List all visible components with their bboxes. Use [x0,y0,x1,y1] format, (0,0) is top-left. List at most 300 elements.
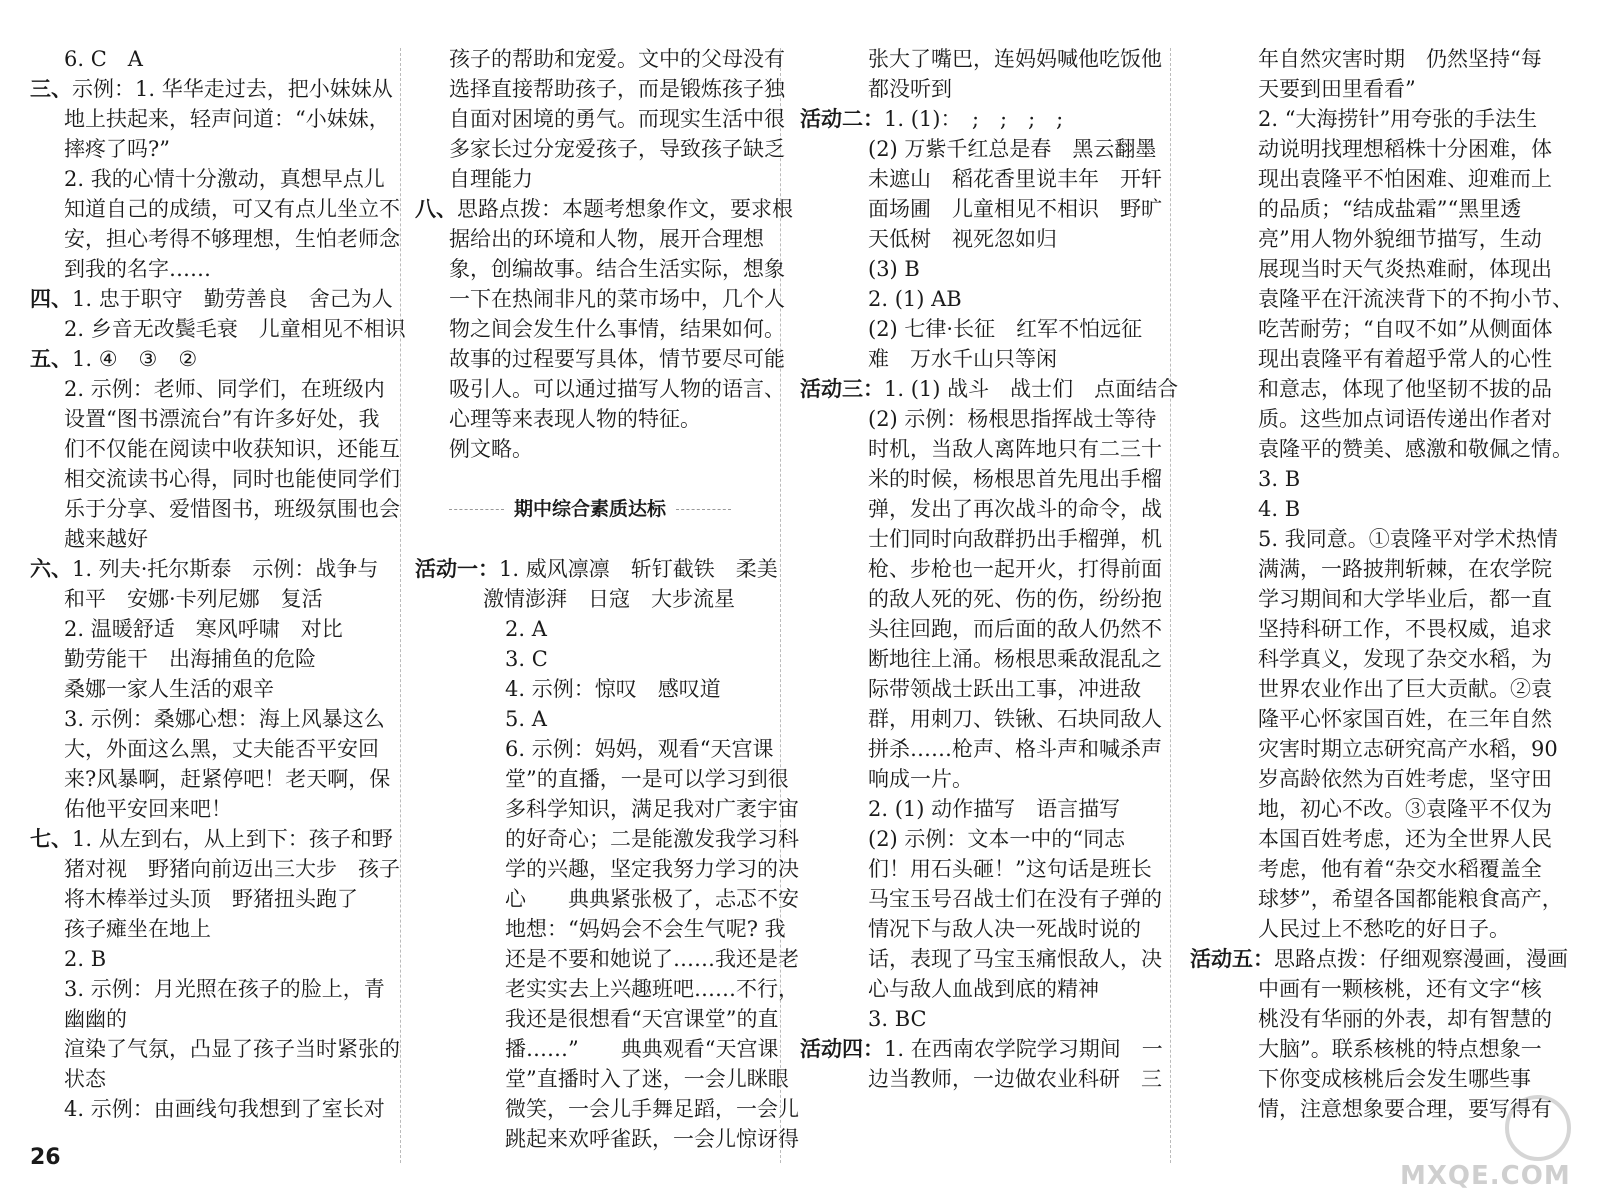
answer-line [415,974,799,1004]
answer-line [415,1034,779,1064]
answer-line [415,464,765,494]
answer-line [30,254,375,284]
answer-line [30,164,385,194]
answer-line [415,44,785,74]
question-label: 活动三： [800,377,884,401]
question-label: 五、 [30,347,72,371]
answer-text: 摔疼了吗?” [64,137,170,161]
answer-text: 人民过上不愁吃的好日子。 [1258,917,1510,941]
answer-column-3 [800,44,1179,1094]
answer-text: 5. A [505,707,547,731]
answer-line [1190,374,1570,404]
answer-line [30,434,400,464]
answer-text: 越来越好 [64,527,148,551]
answer-text: 吸引人。可以通过描写人物的语言、 [449,377,785,401]
question-label: 四、 [30,287,72,311]
answer-line [30,494,400,524]
answer-line [800,1034,1163,1064]
answer-text: 枪、步枪也一起开火，打得前面 [868,557,1162,581]
answer-line [415,1004,779,1034]
answer-text: 大脑”。联系核桃的特点想象一 [1258,1037,1542,1061]
answer-line [1190,494,1570,524]
answer-text: 们！用石头砸！”这句话是班长 [868,857,1152,881]
answer-text: 孩子瘫坐在地上 [64,917,211,941]
answer-text: 地上扶起来，轻声问道：“小妹妹， [64,107,390,131]
answer-line [800,524,1160,554]
answer-column-4 [1190,44,1573,1124]
answer-line [415,224,765,254]
answer-text: 知道自己的成绩，可又有点儿坐立不 [64,197,400,221]
answer-line [415,1064,789,1094]
answer-line [800,194,1160,224]
answer-line [1190,884,1570,914]
answer-text: (2) 七律·长征 红军不怕远征 [868,317,1143,341]
answer-line [800,644,1160,674]
answer-text: 6. C A [64,47,143,71]
answer-text: 都没听到 [868,77,952,101]
answer-text: 地，初心不改。③袁隆平不仅为 [1258,797,1552,821]
answer-line [415,644,765,674]
answer-line [1190,1064,1570,1094]
answer-text: 3. C [505,647,548,671]
answer-text: 断地往上涌。杨根思乘敌混乱之 [868,647,1162,671]
answer-line [800,284,1160,314]
answer-text: 多科学知识，满足我对广袤宇宙 [505,797,799,821]
question-label: 七、 [30,827,72,851]
answer-text: 现出袁隆平有着超乎常人的心性 [1258,347,1552,371]
answer-text: 心与敌人血战到底的精神 [868,977,1099,1001]
answer-line [30,824,393,854]
answer-line [1190,974,1570,1004]
answer-text: 拼杀……枪声、格斗声和喊杀声 [868,737,1162,761]
answer-text: 我还是很想看“天宫课堂”的直 [505,1007,779,1031]
answer-line [800,314,1160,344]
watermark [1400,1095,1590,1195]
answer-text: 播……” 典典观看“天宫课 [505,1037,779,1061]
answer-text: 群，用刺刀、铁锹、石块同敌人 [868,707,1162,731]
answer-line [30,404,380,434]
answer-text: 桃没有华丽的外表，却有智慧的 [1258,1007,1552,1031]
answer-line [415,74,785,104]
answer-line [1190,794,1570,824]
answer-text: 6. 示例：妈妈，观看“天宫课 [505,737,774,761]
answer-line [800,494,1160,524]
answer-text: 2. (1) AB [868,287,962,311]
answer-text: 跳起来欢呼雀跃，一会儿惊讶得 [505,1127,799,1151]
answer-line [30,194,400,224]
answer-text: 2. “大海捞针”用夸张的手法生 [1258,107,1538,131]
answer-text: 世界农业作出了巨大贡献。②袁 [1258,677,1552,701]
answer-line [1190,1004,1570,1034]
answer-text: 中画有一颗核桃，还有文字“核 [1258,977,1542,1001]
answer-line [800,794,1160,824]
question-label: 六、 [30,557,72,581]
answer-line [30,944,375,974]
answer-text: 天低树 视死忽如归 [868,227,1057,251]
answer-line [800,134,1160,164]
answer-line [1190,674,1570,704]
answer-text: 据给出的环境和人物，展开合理想 [449,227,764,251]
answer-line [800,584,1160,614]
answer-line [415,824,799,854]
answer-line [800,434,1160,464]
answer-text: 1. 列夫·托尔斯泰 示例：战争与 [72,557,379,581]
answer-line [1190,734,1570,764]
answer-text: 1. (1)： ; ; ; ; [884,107,1064,131]
answer-line [800,974,1160,1004]
answer-text: 思路点拨：本题考想象作文，要求根 [457,197,793,221]
answer-line [800,44,1160,74]
answer-text: 自理能力 [449,167,533,191]
answer-line [30,614,375,644]
answer-text: 4. 示例：惊叹 感叹道 [505,677,721,701]
answer-line [1190,614,1570,644]
answer-text: 面场圃 儿童相见不相识 野旷 [868,197,1162,221]
answer-text: 自面对困境的勇气。而现实生活中很 [449,107,785,131]
answer-line [30,644,375,674]
answer-text: 1. 忠于职守 勤劳善良 舍己为人 [72,287,393,311]
answer-text: 微笑，一会儿手舞足蹈，一会儿 [505,1097,799,1121]
answer-text: 坚持科研工作，不畏权威，追求 [1258,617,1552,641]
answer-line [30,734,379,764]
answer-text: 物之间会发生什么事情，结果如何。 [449,317,785,341]
answer-line [800,674,1160,704]
answer-line [1190,524,1570,554]
answer-text: 勤劳能干 出海捕鱼的危险 [64,647,316,671]
answer-line [1190,254,1570,284]
answer-text: 老实实去上兴趣班吧……不行， [505,977,799,1001]
answer-line [30,854,400,884]
answer-line [415,404,765,434]
answer-text: 安，担心考得不够理想，生怕老师念 [64,227,400,251]
answer-line [415,1094,799,1124]
answer-line [30,764,391,794]
answer-line [30,1004,375,1034]
answer-text: 多家长过分宠爱孩子，导致孩子缺乏 [449,137,785,161]
answer-line [1190,854,1570,884]
answer-line [1190,104,1570,134]
answer-text: 袁隆平在汗流浃背下的不拘小节、 [1258,287,1573,311]
answer-text: 本国百姓考虑，还为全世界人民 [1258,827,1552,851]
answer-text: 设置“图书漂流台”有许多好处，我 [64,407,380,431]
answer-text: 和意志，体现了他坚韧不拔的品 [1258,377,1552,401]
answer-text: 隆平心怀家国百姓，在三年自然 [1258,707,1552,731]
answer-text: 3. BC [868,1007,927,1031]
answer-text: 2. 乡音无改鬓毛衰 儿童相见不相识 [64,317,406,341]
answer-text: 难 万水千山只等闲 [868,347,1057,371]
answer-line [1190,164,1570,194]
answer-text: 到我的名字…… [64,257,211,281]
answer-text: 士们同时向敌群扔出手榴弹，机 [868,527,1162,551]
answer-line [415,884,799,914]
answer-text: 幽幽的 [64,1007,127,1031]
answer-line [800,104,1160,134]
answer-line [1190,434,1573,464]
answer-line [415,914,786,944]
answer-line [1190,554,1570,584]
column-divider [400,48,401,1163]
answer-line [800,734,1160,764]
answer-line [800,224,1160,254]
answer-line [415,254,785,284]
question-label: 三、 [30,77,72,101]
answer-text: 学的兴趣，坚定我努力学习的决 [505,857,799,881]
answer-line [800,164,1160,194]
answer-line [415,1124,799,1154]
question-label: 八、 [415,197,457,221]
answer-line [800,914,1160,944]
answer-text: 示例：1. 华华走过去，把小妹妹从 [72,77,393,101]
answer-line [30,74,393,104]
answer-line [30,554,379,584]
answer-text: 5. 我同意。①袁隆平对学术热情 [1258,527,1558,551]
answer-line [30,44,375,74]
answer-line [415,764,789,794]
answer-text: 时机，当敌人离阵地只有二三十 [868,437,1162,461]
watermark-logo-icon [1505,1095,1571,1161]
answer-line [415,554,778,584]
answer-line [1190,944,1570,974]
answer-text: 2. 示例：老师、同学们，在班级内 [64,377,385,401]
answer-text: 弹，发出了再次战斗的命令，战 [868,497,1162,521]
answer-text: 3. B [1258,467,1301,491]
answer-line [415,194,793,224]
answer-line [800,614,1160,644]
answer-line [415,344,785,374]
answer-text: 际带领战士跃出工事，冲进敌 [868,677,1141,701]
answer-line [415,314,785,344]
answer-text: 2. B [64,947,107,971]
answer-text: 话，表现了马宝玉痛恨敌人，决 [868,947,1162,971]
answer-text: 2. 我的心情十分激动，真想早点儿 [64,167,385,191]
answer-text: 孩子的帮助和宠爱。文中的父母没有 [449,47,785,71]
answer-text: 1. ④ ③ ② [72,347,198,371]
answer-text: 质。这些加点词语传递出作者对 [1258,407,1552,431]
answer-line [30,1034,400,1064]
answer-line [800,884,1160,914]
answer-text: 1. 威风凛凛 斩钉截铁 柔美 [499,557,778,581]
answer-line [30,584,375,614]
answer-text: (2) 万紫千红总是春 黑云翻墨 [868,137,1157,161]
answer-line [1190,194,1570,224]
answer-text: 下你变成核桃后会发生哪些事 [1258,1067,1531,1091]
answer-line [1190,404,1570,434]
answer-line [30,104,390,134]
answer-text: 猪对视 野猪向前迈出三大步 孩子 [64,857,400,881]
answer-line [30,374,385,404]
answer-line [415,734,774,764]
answer-line [415,944,799,974]
answer-text: 袁隆平的赞美、感激和敬佩之情。 [1258,437,1573,461]
answer-text: 张大了嘴巴，连妈妈喊他吃饭他 [868,47,1162,71]
answer-line [1190,824,1570,854]
answer-text: 米的时候，杨根思首先甩出手榴 [868,467,1162,491]
answer-text: 的好奇心；二是能激发我学习科 [505,827,799,851]
answer-text: 状态 [64,1067,106,1091]
answer-line [1190,914,1570,944]
answer-line [30,344,375,374]
answer-line [30,224,400,254]
answer-line [800,374,1179,404]
answer-line [1190,284,1573,314]
answer-text: 岁高龄依然为百姓考虑，坚守田 [1258,767,1552,791]
question-label: 活动五： [1190,947,1274,971]
answer-text: 灾害时期立志研究高产水稻，90 [1258,737,1558,761]
answer-text: 桑娜一家人生活的艰辛 [64,677,274,701]
answer-text: 激情澎湃 日寇 大步流星 [483,587,735,611]
answer-line [1190,314,1570,344]
answer-line [1190,134,1570,164]
answer-text: 考虑，他有着“杂交水稻覆盖全 [1258,857,1542,881]
answer-text: 心 典典紧张极了，忐忑不安 [505,887,799,911]
answer-text: 2. (1) 动作描写 语言描写 [868,797,1121,821]
answer-text: 堂”的直播，一是可以学习到很 [505,767,789,791]
answer-text: 堂”直播时入了迷，一会儿眯眼 [505,1067,789,1091]
answer-line [30,794,375,824]
answer-line [1190,584,1570,614]
answer-text: (2) 示例：文本一中的“同志 [868,827,1126,851]
answer-line [1190,764,1570,794]
answer-line [30,464,400,494]
answer-line [415,164,765,194]
answer-text: 故事的过程要写具体，情节要尽可能 [449,347,785,371]
answer-text: 一下在热闹非凡的菜市场中，几个人 [449,287,785,311]
answer-column-2 [415,44,799,1154]
answer-column-1 [30,44,406,1124]
answer-text: 心理等来表现人物的特征。 [449,407,701,431]
answer-line [1190,1034,1570,1064]
answer-text: 马宝玉号召战士们在没有子弹的 [868,887,1162,911]
answer-line [30,704,385,734]
answer-text: 选择直接帮助孩子，而是锻炼孩子独 [449,77,785,101]
answer-line [30,314,406,344]
answer-text: 情况下与敌人决一死战时说的 [868,917,1141,941]
answer-line [800,824,1160,854]
answer-text: 吃苦耐劳；“自叹不如”从侧面体 [1258,317,1553,341]
answer-line [415,104,785,134]
answer-text: 地想：“妈妈会不会生气呢? 我 [505,917,786,941]
answer-text: 3. 示例：桑娜心想：海上风暴这么 [64,707,385,731]
answer-text: 边当教师，一边做农业科研 三 [868,1067,1162,1091]
answer-text: 动说明找理想稻株十分困难，体 [1258,137,1552,161]
answer-line [1190,44,1570,74]
answer-line [800,854,1160,884]
answer-line [1190,704,1570,734]
answer-text: 1. 在西南农学院学习期间 一 [884,1037,1163,1061]
answer-text: (3) B [868,257,920,281]
answer-line [415,854,799,884]
answer-text: 1. 从左到右，从上到下：孩子和野 [72,827,393,851]
answer-text: 学习期间和大学毕业后，都一直 [1258,587,1552,611]
answer-line [415,524,765,554]
answer-line [800,944,1160,974]
answer-text: 渲染了气氛，凸显了孩子当时紧张的 [64,1037,400,1061]
answer-line [800,344,1160,374]
answer-text: 响成一片。 [868,767,973,791]
question-label: 活动二： [800,107,884,131]
section-heading: 期中综合素质达标 [415,494,765,524]
question-label: 活动一： [415,557,499,581]
answer-line [30,1064,375,1094]
answer-text: 和平 安娜·卡列尼娜 复活 [64,587,323,611]
answer-line [415,614,765,644]
column-divider [1170,48,1171,1163]
answer-line [30,524,375,554]
answer-line [415,374,785,404]
answer-text: 现出袁隆平不怕困难、迎难而上 [1258,167,1552,191]
answer-line [30,974,385,1004]
watermark-text: MXQE.COM [1400,1161,1571,1191]
answer-line [415,674,765,704]
answer-line [1190,74,1570,104]
answer-text: 情，注意想象要合理，要写得有 [1258,1097,1552,1121]
answer-line [30,674,375,704]
answer-text: 的品质；“结成盐霜”“黑里透 [1258,197,1522,221]
answer-text: 满满，一路披荆斩棘，在农学院 [1258,557,1552,581]
answer-line [800,704,1160,734]
answer-line [1190,224,1570,254]
answer-line [800,404,1160,434]
answer-text: 4. 示例：由画线句我想到了室长对 [64,1097,385,1121]
answer-text: 象，创编故事。结合生活实际，想象 [449,257,785,281]
answer-line [30,284,393,314]
answer-text: 大，外面这么黑，丈夫能否平安回 [64,737,379,761]
answer-line [1190,464,1570,494]
answer-line [30,884,375,914]
answer-text: 天要到田里看看” [1258,77,1416,101]
answer-line [800,764,1160,794]
answer-text: 球梦”，希望各国都能粮食高产， [1258,887,1563,911]
question-label: 活动四： [800,1037,884,1061]
answer-text: 的敌人死的死、伤的伤，纷纷抱 [868,587,1162,611]
answer-line [415,434,765,464]
answer-text: 们不仅能在阅读中收获知识，还能互 [64,437,400,461]
answer-text: 3. 示例：月光照在孩子的脸上，青 [64,977,385,1001]
answer-line [415,704,765,734]
answer-text: 相交流读书心得，同时也能使同学们 [64,467,400,491]
answer-line [800,74,1160,104]
answer-text: 2. 温暖舒适 寒风呼啸 对比 [64,617,343,641]
answer-text: 例文略。 [449,437,533,461]
answer-line [800,1064,1160,1094]
answer-line [1190,344,1570,374]
answer-line [415,794,799,824]
answer-text: 科学真义，发现了杂交水稻，为 [1258,647,1552,671]
answer-text: 将木棒举过头顶 野猪扭头跑了 [64,887,358,911]
answer-line [30,134,375,164]
page-number: 26 [30,1145,61,1170]
answer-text: 展现当时天气炎热难耐，体现出 [1258,257,1552,281]
answer-text: 亮”用人物外貌细节描写，生动 [1258,227,1542,251]
answer-text: 1. (1) 战斗 战士们 点面结合 [884,377,1179,401]
answer-text: 2. A [505,617,547,641]
answer-line [415,584,765,614]
answer-text: (2) 示例：杨根思指挥战士等待 [868,407,1157,431]
answer-line [800,254,1160,284]
answer-line [30,914,375,944]
answer-line [415,134,785,164]
answer-text: 还是不要和她说了……我还是老 [505,947,799,971]
answer-line [800,554,1160,584]
answer-text: 头往回跑，而后面的敌人仍然不 [868,617,1162,641]
answer-text: 年自然灾害时期 仍然坚持“每 [1258,47,1542,71]
answer-text: 思路点拨：仔细观察漫画，漫画 [1274,947,1568,971]
answer-line [800,1004,1160,1034]
answer-text: 佑他平安回来吧！ [64,797,232,821]
answer-line [1190,644,1570,674]
answer-line [30,1094,385,1124]
answer-text: 4. B [1258,497,1301,521]
